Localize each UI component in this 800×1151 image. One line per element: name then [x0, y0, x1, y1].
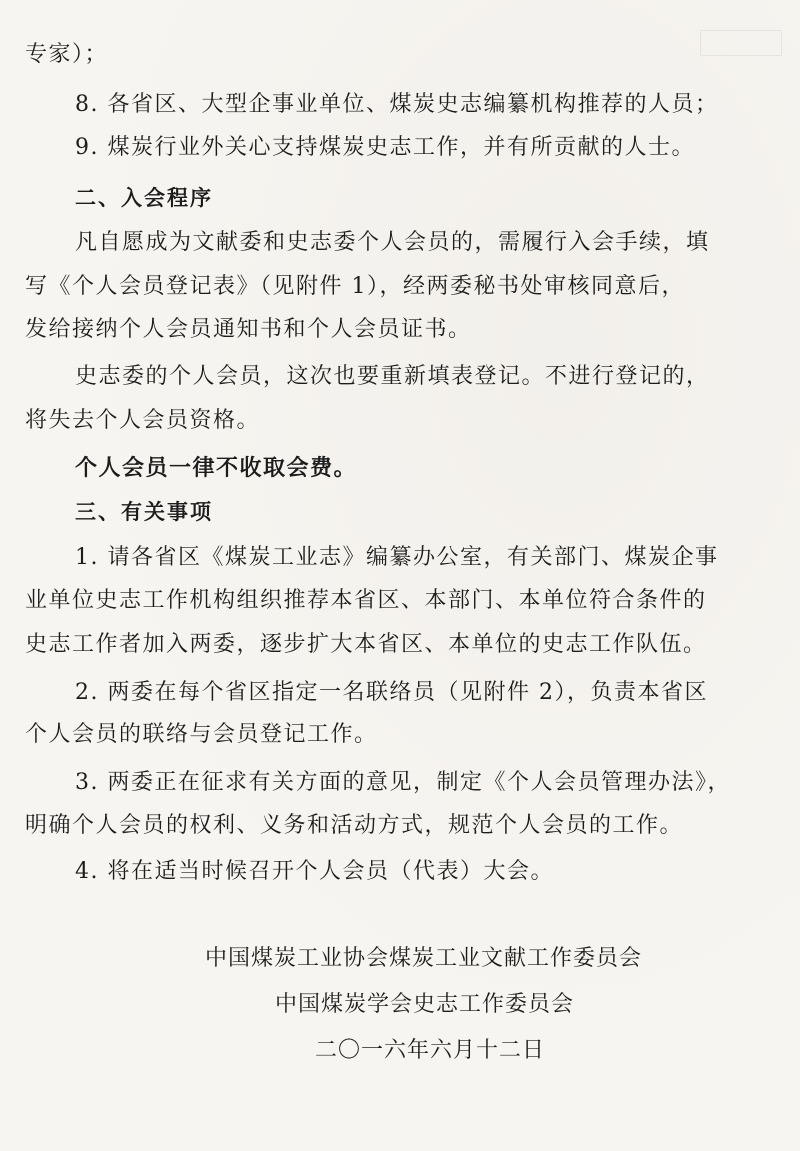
signature-org-1: 中国煤炭工业协会煤炭工业文献工作委员会: [205, 946, 643, 971]
text-line-continuation: 专家）；: [25, 42, 109, 67]
paragraph-line: 2. 两委在每个省区指定一名联络员（见附件 2），负责本省区: [75, 680, 708, 705]
list-item-8: 8. 各省区、大型企事业单位、煤炭史志编纂机构推荐的人员；: [75, 92, 719, 117]
section-heading-procedure: 二、入会程序: [75, 186, 213, 210]
paragraph-line: 史志工作者加入两委，逐步扩大本省区、本单位的史志工作队伍。: [25, 632, 707, 657]
paragraph-line: 写《个人会员登记表》（见附件 1），经两委秘书处审核同意后，: [25, 274, 685, 299]
paragraph-line: 3. 两委正在征求有关方面的意见，制定《个人会员管理办法》，: [75, 770, 731, 795]
paragraph-line: 史志委的个人会员，这次也要重新填表登记。不进行登记的，: [75, 364, 710, 389]
paragraph-line: 个人会员的联络与会员登记工作。: [25, 722, 378, 747]
paragraph-line: 将失去个人会员资格。: [25, 408, 261, 433]
signature-org-2: 中国煤炭学会史志工作委员会: [275, 992, 575, 1017]
paragraph-line: 4. 将在适当时候召开个人会员（代表）大会。: [75, 859, 554, 884]
section-heading-matters: 三、有关事项: [75, 500, 213, 524]
list-item-9: 9. 煤炭行业外关心支持煤炭史志工作，并有所贡献的人士。: [75, 135, 695, 160]
paragraph-line: 1. 请各省区《煤炭工业志》编纂办公室，有关部门、煤炭企事: [75, 545, 719, 570]
paragraph-line: 发给接纳个人会员通知书和个人会员证书。: [25, 317, 472, 342]
signature-date: 二〇一六年六月十二日: [315, 1038, 546, 1063]
paragraph-line: 凡自愿成为文献委和史志委个人会员的，需履行入会手续，填: [75, 230, 710, 255]
bleed-through-mark: [700, 30, 782, 56]
paragraph-line-fee: 个人会员一律不收取会费。: [75, 455, 358, 481]
paragraph-line: 业单位史志工作机构组织推荐本省区、本部门、本单位符合条件的: [25, 588, 707, 613]
paragraph-line: 明确个人会员的权利、义务和活动方式，规范个人会员的工作。: [25, 813, 684, 838]
